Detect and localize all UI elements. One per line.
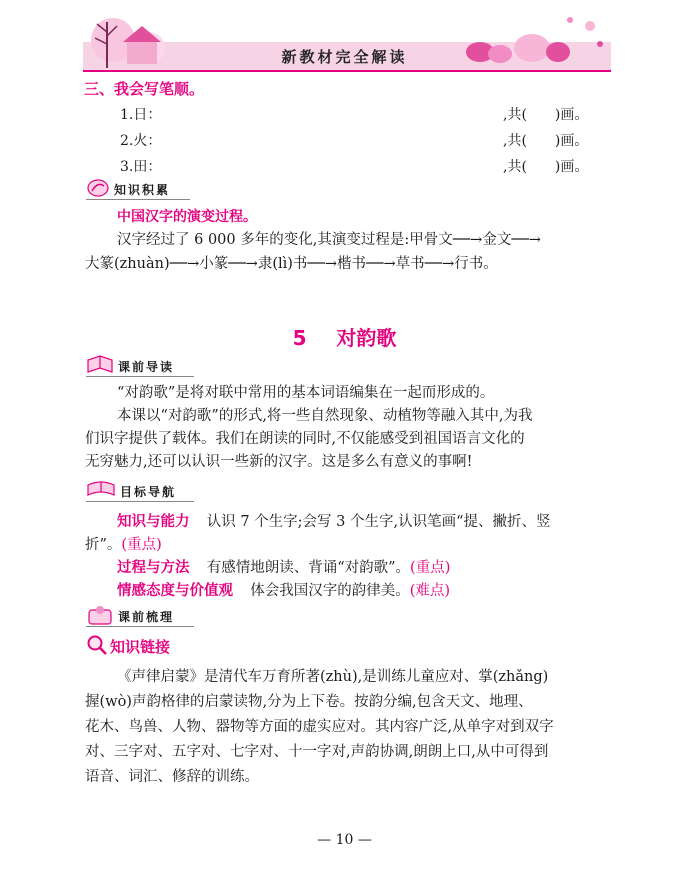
lesson-name: 对韵歌: [336, 326, 397, 350]
knowledge-icon: [86, 178, 110, 198]
goal-1-label: 知识与能力: [117, 514, 190, 530]
goals-tag: 目标导航: [120, 485, 177, 499]
section3-heading: 三、我会写笔顺。: [84, 80, 205, 98]
review-tag: 课前梳理: [118, 610, 175, 624]
header-rule: [83, 70, 611, 72]
stroke-row-3-suffix: ,共( )画。: [503, 159, 589, 175]
knowledge-line-1: 汉字经过了 6 000 多年的变化,其演变过程是:甲骨文──→金文──→: [117, 232, 541, 248]
preview-tag-underline: [86, 376, 194, 377]
goal-2-text: 有感情地朗读、背诵“对韵歌”。: [206, 560, 411, 576]
preview-paragraph-2-line-2: 们识字提供了载体。我们在朗读的同时,不仅能感受到祖国语言文化的: [85, 431, 525, 447]
magnifier-icon: [86, 634, 108, 656]
knowledge-heading: 中国汉字的演变过程。: [117, 209, 257, 225]
goal-3-text: 体会我国汉字的韵律美。: [250, 583, 410, 599]
goal-1-text: 认识 7 个生字;会写 3 个生字,认识笔画“提、撇折、竖: [206, 514, 551, 530]
knowledge-link-heading: 知识链接: [110, 638, 171, 656]
goal-2-line: [117, 557, 450, 580]
stroke-row-2-label: 2.火：: [120, 133, 162, 149]
goal-1-note: (重点): [121, 537, 162, 553]
lesson-title: [0, 322, 689, 351]
review-line-1: 《声律启蒙》是清代车万育所著(zhù),是训练儿童应对、掌(zhǎng): [117, 669, 549, 685]
review-tag-underline: [86, 626, 194, 627]
lesson-number: 5: [292, 326, 307, 350]
knowledge-line-2: 大篆(zhuàn)──→小篆──→隶(lì)书──→楷书──→草书──→行书。: [85, 256, 498, 272]
stroke-row-3-label: 3.田：: [120, 159, 162, 175]
goal-3-note: (难点): [409, 583, 451, 599]
review-line-3: 花木、鸟兽、人物、器物等方面的虚实应对。其内容广泛,从单字对到双字: [85, 719, 554, 735]
goal-3-line: [117, 580, 450, 603]
preview-paragraph-2-line-3: 无穷魅力,还可以认识一些新的汉字。这是多么有意义的事啊!: [85, 454, 473, 470]
note-icon: [86, 604, 114, 626]
goal-1-text-cont: 折”。: [85, 537, 122, 553]
preview-paragraph-2-line-1: 本课以“对韵歌”的形式,将一些自然现象、动植物等融入其中,为我: [117, 408, 533, 424]
preview-paragraph-1: “对韵歌”是将对联中常用的基本词语编集在一起而形成的。: [117, 385, 495, 401]
goal-2-label: 过程与方法: [117, 560, 190, 576]
goal-2-note: (重点): [410, 560, 451, 576]
open-book-icon: [86, 479, 116, 501]
page-number: — 10 —: [317, 832, 372, 848]
goal-1-line-2: [85, 534, 162, 557]
book-icon: [86, 354, 114, 376]
stroke-row-2-suffix: ,共( )画。: [503, 133, 589, 149]
knowledge-tag: 知识积累: [114, 183, 171, 197]
goals-tag-underline: [86, 501, 194, 502]
goal-3-label: 情感态度与价值观: [117, 583, 233, 599]
stroke-row-1-label: 1.日：: [120, 107, 162, 123]
review-line-2: 握(wò)声韵格律的启蒙读物,分为上下卷。按韵分编,包含天文、地理、: [85, 694, 533, 710]
goal-1-line-1: [117, 511, 551, 534]
header-title: 新教材完全解读: [281, 48, 408, 66]
review-line-5: 语音、词汇、修辞的训练。: [85, 769, 259, 785]
stroke-row-1-suffix: ,共( )画。: [503, 107, 589, 123]
review-line-4: 对、三字对、五字对、七字对、十一字对,声韵协调,朗朗上口,从中可得到: [85, 744, 549, 760]
preview-tag: 课前导读: [118, 360, 175, 374]
knowledge-tag-underline: [86, 199, 190, 200]
